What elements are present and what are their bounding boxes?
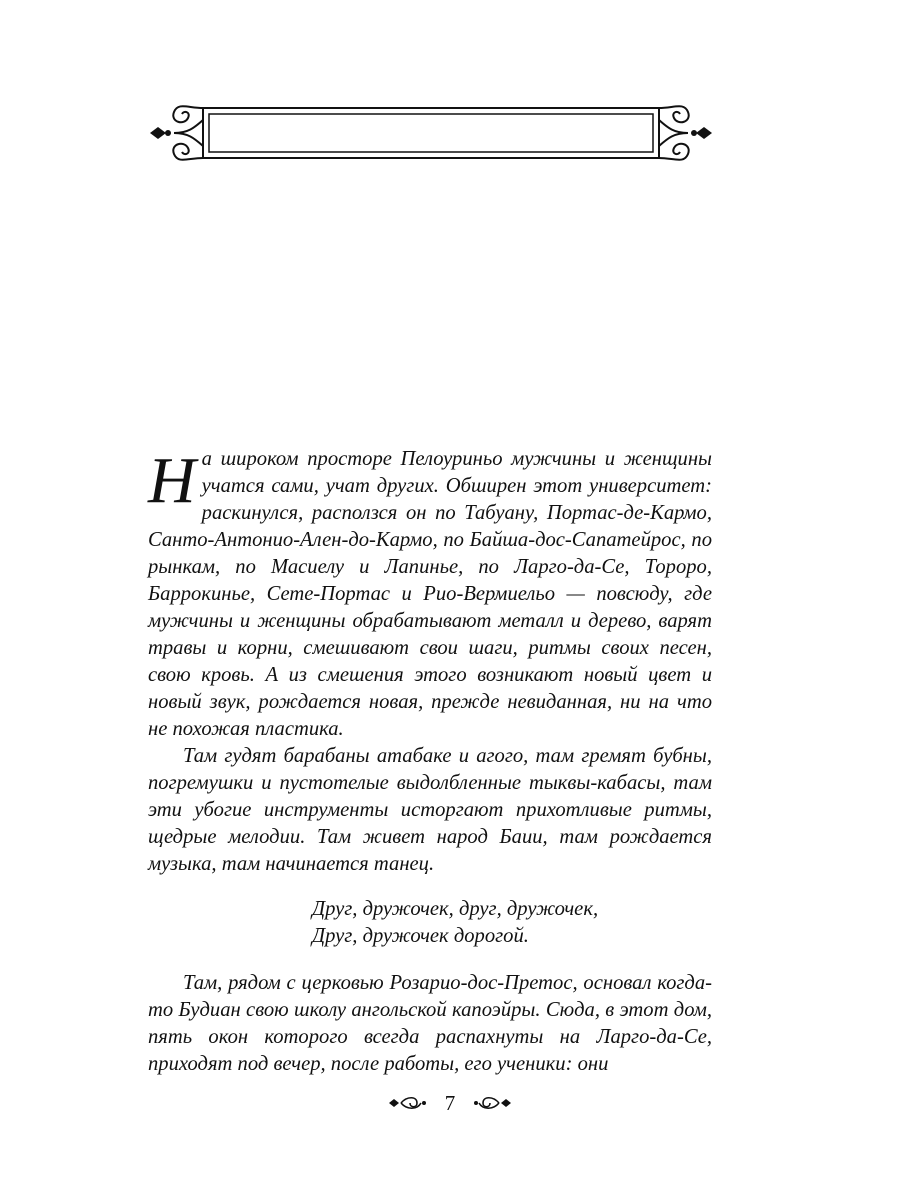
verse — [312, 896, 712, 950]
flourish-icon — [473, 1092, 513, 1114]
drop-cap: Н — [148, 444, 196, 517]
paragraph-3: Там, рядом с церковью Розарио-дос-Претос, основал когда-то Будиан свою школу ангольской капоэйры. Сюда, в этот дом, пять окон которого всегда распахнуты на Ларго-да-Се, приходят под вечер, после работы, его ученики: они — [148, 972, 712, 1075]
page-number: 7 — [444, 1090, 456, 1115]
flourish-icon — [387, 1092, 427, 1114]
verse-line: Друг, дружочек дорогой. — [312, 925, 529, 947]
paragraph-1 — [148, 446, 712, 743]
page-footer — [0, 1086, 900, 1120]
paragraph-1-text: а широком просторе Пелоуриньо мужчины и женщины учатся сами, учат других. Обширен этот университет: раскинулся, расползся он по Табуану, Портас-де-Кармо, Санто-Антонио-Ален-до-Кармо, по Байша-дос-Сапатейрос, по рынкам, по Масиелу и Лапинье, по Ларго-да-Се, Тороро, Баррокинье, Сете-Портас и Рио-Вермиельо — повсюду, где мужчины и женщины обрабатывают металл и дерево, варят травы и корни, смешивают свои шаги, ритмы своих песен, свою кровь. А из смешения этого возникают новый цвет и новый звук, рождается новая, прежде невиданная, ни на что не похожая пластика. — [148, 448, 712, 740]
main-text — [148, 446, 712, 1078]
ornamental-frame-icon — [148, 98, 714, 168]
verse-line: Друг, дружочек, друг, дружочек, — [312, 898, 599, 920]
paragraph-2: Там гудят барабаны атабаке и агого, там гремят бубны, погремушки и пустотелые выдолбленные тыквы-кабасы, там эти убогие инструменты исторгают прихотливые ритмы, щедрые мелодии. Там живет народ Баии, там рождается музыка, там начинается танец. — [148, 745, 712, 875]
